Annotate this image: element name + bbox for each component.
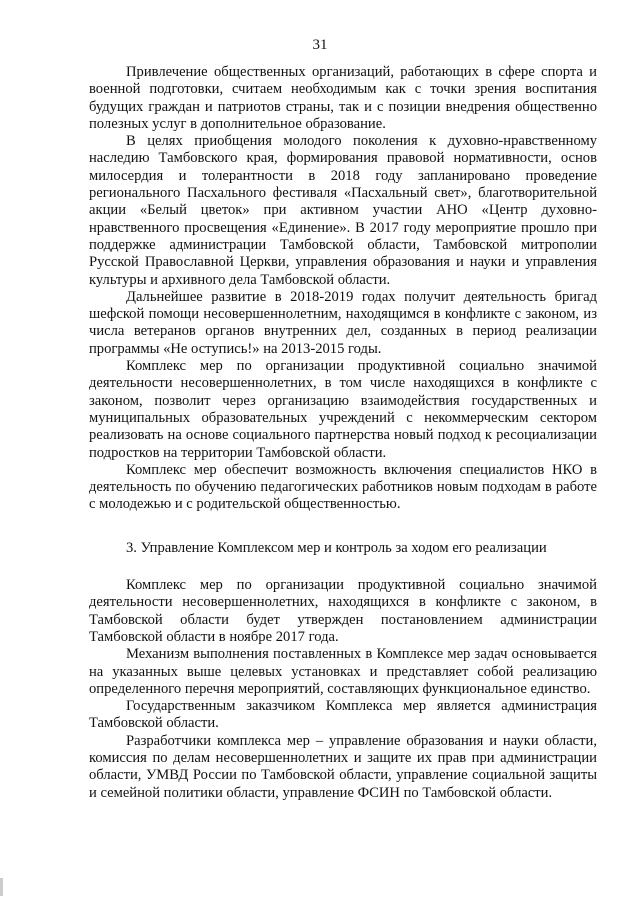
paragraph: В целях приобщения молодого поколения к духовно-нравственному наследию Тамбовского края, формирования правовой нормативности, основ милосердия и толерантности в 2018 году запланировано проведение регионального Пасхального фестиваля «Пасхальный свет», благотворительной акции «Белый цветок» при активном участии АНО «Центр духовно-нравственного просвещения «Единение». В 2017 году мероприятие прошло при поддержке администрации Тамбовской области, Тамбовской митрополии Русской Православной Церкви, управления образования и науки и управления культуры и архивного дела Тамбовской области. — [89, 133, 597, 288]
section-heading: 3. Управление Комплексом мер и контроль за ходом его реализации — [126, 539, 547, 556]
paragraph: Комплекс мер обеспечит возможность включения специалистов НКО в деятельность по обучению педагогических работников новым подходам в работе с молодежью и с родительской общественностью. — [89, 461, 597, 513]
paragraph: Комплекс мер по организации продуктивной социально значимой деятельности несовершеннолетних, в том числе находящихся в конфликте с законом, позволит через организацию взаимодействия государственных и муниципальных образовательных учреждений с некоммерческим сектором реализовать на основе социального партнерства новый подход к ресоциализации подростков на территории Тамбовской области. — [89, 358, 597, 461]
paragraph: Разработчики комплекса мер – управление образования и науки области, комиссия по делам несовершеннолетних и защите их прав при администрации области, УМВД России по Тамбовской области, управление социальной защиты и семейной политики области, управление ФСИН по Тамбовской области. — [89, 732, 597, 801]
page-number: 31 — [312, 37, 328, 53]
paragraph: Дальнейшее развитие в 2018-2019 годах получит деятельность бригад шефской помощи несовершеннолетним, находящимся в конфликте с законом, из числа ветеранов органов внутренних дел, созданных в период реализации программы «Не оступись!» на 2013-2015 годы. — [89, 288, 597, 357]
paragraph: Комплекс мер по организации продуктивной социально значимой деятельности несовершеннолетних, находящихся в конфликте с законом, в Тамбовской области будет утвержден постановлением администрации Тамбовской области в ноябре 2017 года. — [89, 577, 597, 645]
paragraph: Государственным заказчиком Комплекса мер является администрация Тамбовской области. — [89, 698, 597, 732]
paragraph: Механизм выполнения поставленных в Комплексе мер задач основывается на указанных выше целевых установках и представляет собой реализацию определенного перечня мероприятий, составляющих функциональное единство. — [89, 646, 597, 697]
scan-edge-mark — [0, 878, 3, 896]
paragraph: Привлечение общественных организаций, работающих в сфере спорта и военной подготовки, считаем необходимым как с точки зрения воспитания будущих граждан и патриотов страны, так и с позиции внедрения общественно полезных услуг в дополнительное образование. — [89, 64, 597, 132]
document-body — [89, 64, 597, 802]
